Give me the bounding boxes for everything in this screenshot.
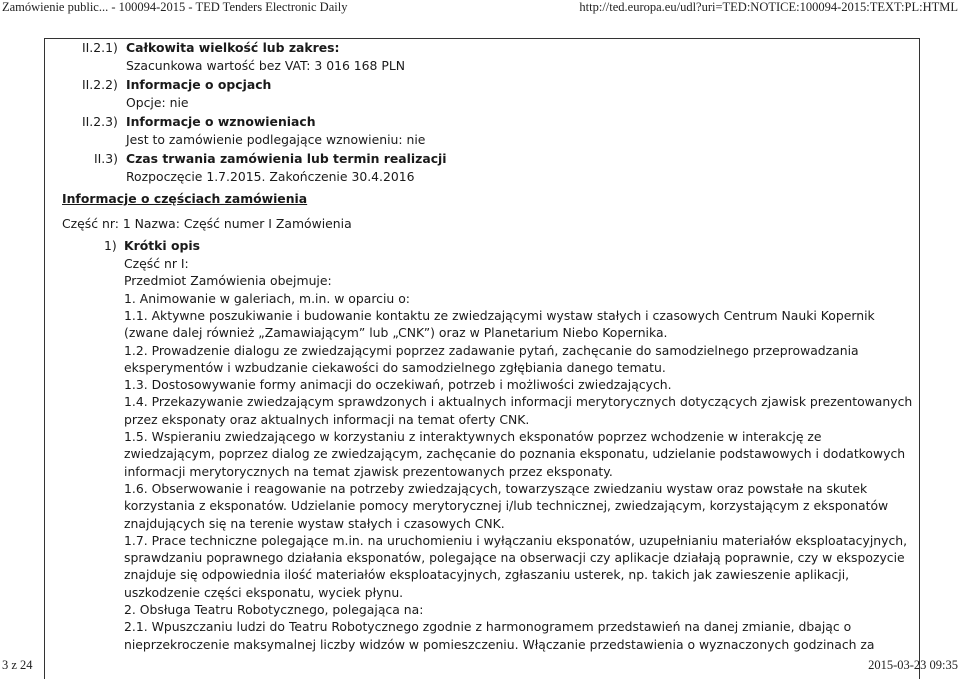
section-title: Informacje o opcjach <box>126 77 272 92</box>
description-line: 1.5. Wspieraniu zwiedzającego w korzystaniu z interaktywnych eksponatów poprzez wchodzenie w interakcję ze <box>124 429 822 444</box>
description-line: przez eksponaty oraz aktualnych informacji na temat oferty CNK. <box>124 411 530 427</box>
section-value: Jest to zamówienie podlegające wznowieniu: nie <box>126 132 426 147</box>
description-line: nieprzekroczenie maksymalnej liczby widzów w pomieszczeniu. Włączanie przedstawienia o wyznaczonych godzinach za <box>124 636 875 652</box>
description-line: 1.2. Prowadzenie dialogu ze zwiedzającymi poprzez zadawanie pytań, zachęcanie do samodzielnego przeprowadzania <box>124 342 859 358</box>
description-line: korzystania z eksponatów. Udzielanie pomocy merytorycznej i/lub technicznej, zwiedzającym, korzystającym z eksponatów <box>124 498 889 514</box>
section-title: Całkowita wielkość lub zakres: <box>126 40 340 55</box>
section-number: II.2.1) <box>82 40 118 55</box>
description-line: sprawdzaniu poprawnego działania eksponatów, polegające na obserwacji czy aplikacje działają poprawnie, czy w ekspozycie <box>124 550 905 566</box>
section-value: Szacunkowa wartość bez VAT: 3 016 168 PLN <box>126 58 406 73</box>
section-number: II.3) <box>94 151 118 166</box>
section-number: II.2.3) <box>82 114 118 129</box>
description-line: eksperymentów i wzbudzanie ciekawości do samodzielnego zgłębiania danego tematu. <box>124 359 666 375</box>
description-line: (zwane dalej również „Zamawiającym” lub „CNK”) oraz w Planetarium Niebo Kopernika. <box>124 325 668 341</box>
page-number: 3 z 24 <box>2 658 33 672</box>
section-row <box>82 40 118 57</box>
part-sub-title: Krótki opis <box>124 238 200 253</box>
description-line: 1.7. Prace techniczne polegające m.in. na uruchomieniu i wyłączaniu eksponatów, uzupełnianiu materiałów eksploatacyjnych, <box>124 532 908 548</box>
description-line: znajduje się odpowiednia ilość materiałów eksploatacyjnych, zgłaszaniu usterek, np. takich jak zawieszenie aplikacji, <box>124 567 850 583</box>
description-line: zwiedzającym, poprzez dialog ze zwiedzającym, zachęcanie do poznania eksponatu, udzielanie podstawowych i dodatkowych <box>124 446 906 462</box>
description-line: 1. Animowanie w galeriach, m.in. w oparciu o: <box>124 290 410 306</box>
description-line: 2. Obsługa Teatru Robotycznego, polegająca na: <box>124 602 424 617</box>
part-sub-number: 1) <box>104 238 117 253</box>
description-line: 1.6. Obserwowanie i reagowanie na potrzeby zwiedzających, towarzyszące zwiedzaniu wystaw oraz powstałe na skutek <box>124 480 868 496</box>
description-line: 1.3. Dostosowywanie formy animacji do oczekiwań, potrzeb i możliwości zwiedzających. <box>124 377 672 393</box>
section-value: Rozpoczęcie 1.7.2015. Zakończenie 30.4.2016 <box>126 169 415 184</box>
description-line: informacji merytorycznych na temat zjawisk prezentowanych przez eksponaty. <box>124 463 613 479</box>
description-line: 2.1. Wpuszczaniu ludzi do Teatru Robotycznego zgodnie z harmonogramem przedstawień na danej zmianie, dbając o <box>124 619 852 635</box>
parts-heading: Informacje o częściach zamówienia <box>62 191 308 206</box>
description-line: uszkodzenie części eksponatu, wycie​k płynu. <box>124 584 404 600</box>
section-value: Opcje: nie <box>126 95 189 110</box>
print-datetime: 2015-03-23 09:35 <box>868 658 958 672</box>
section-title: Czas trwania zamówienia lub termin realizacji <box>126 151 447 166</box>
description-line: Przedmiot Zamówienia obejmuje: <box>124 273 332 289</box>
description-line: 1.4. Przekazywanie zwiedzającym sprawdzonych i aktualnych informacji merytorycznych dotyczących zjawisk prezentowanych <box>124 394 913 410</box>
section-title: Informacje o wznowieniach <box>126 114 316 129</box>
description-line: znajdujących się na terenie wystaw stałych i czasowych CNK. <box>124 515 505 531</box>
browser-print-footer <box>0 658 960 674</box>
page-title: Zamówienie public... - 100094-2015 - TED Tenders Electronic Daily <box>2 0 348 14</box>
section-number: II.2.2) <box>82 77 118 92</box>
part-line: Część nr: 1 Nazwa: Część numer I Zamówienia <box>62 216 352 231</box>
browser-print-header <box>0 0 960 16</box>
page-url: http://ted.europa.eu/udl?uri=TED:NOTICE:100094-2015:TEXT:PL:HTML <box>579 0 958 14</box>
description-line: Część nr I: <box>124 256 189 271</box>
description-line: 1.1. Aktywne poszukiwanie i budowanie kontaktu ze zwiedzającymi wystaw stałych i czasowych Centrum Nauki Kopernik <box>124 307 875 323</box>
